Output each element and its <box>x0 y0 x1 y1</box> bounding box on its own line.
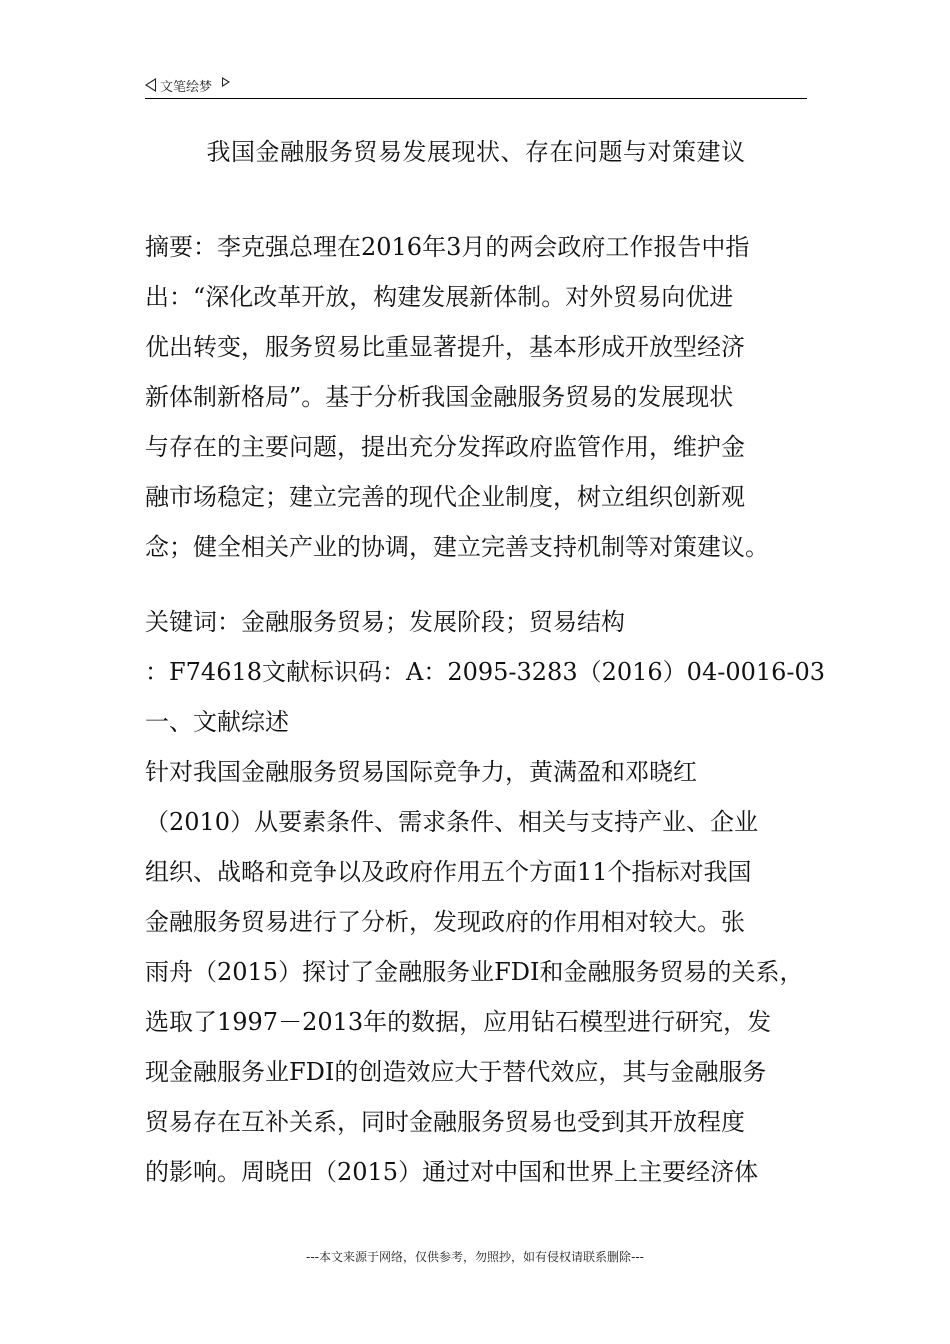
body-line: 选取了1997－2013年的数据，应用钻石模型进行研究，发 <box>145 1008 772 1036</box>
header-brand: 文笔绘梦 <box>160 79 213 95</box>
abstract-line: 优出转变，服务贸易比重显著提升，基本形成开放型经济 <box>145 333 745 361</box>
body-line: 贸易存在互补关系，同时金融服务贸易也受到其开放程度 <box>145 1108 745 1136</box>
triangle-left-icon <box>145 78 156 92</box>
document-title: 我国金融服务贸易发展现状、存在问题与对策建议 <box>206 138 746 166</box>
abstract-line: 与存在的主要问题，提出充分发挥政府监管作用，维护金 <box>145 433 745 461</box>
abstract-paragraph <box>145 222 825 572</box>
body-line: 现金融服务业FDI的创造效应大于替代效应，其与金融服务 <box>145 1058 767 1086</box>
header-rule <box>145 98 807 99</box>
body-text <box>145 597 825 1197</box>
body-line: 的影响。周晓田（2015）通过对中国和世界上主要经济体 <box>145 1158 759 1186</box>
body-line: 针对我国金融服务贸易国际竞争力，黄满盈和邓晓红 <box>145 758 697 786</box>
page-header <box>145 74 230 96</box>
classification-line: ：F74618文献标识码：A：2095-3283（2016）04-0016-03 <box>145 658 826 686</box>
body-line: 组织、战略和竞争以及政府作用五个方面11个指标对我国 <box>145 858 752 886</box>
page-footer: ---本文来源于网络，仅供参考，勿照抄，如有侵权请联系删除--- <box>306 1250 644 1264</box>
abstract-line: 新体制新格局”。基于分析我国金融服务贸易的发展现状 <box>145 383 734 411</box>
section-heading: 一、文献综述 <box>145 708 289 736</box>
body-line: （2010）从要素条件、需求条件、相关与支持产业、企业 <box>145 808 759 836</box>
keywords-line: 关键词：金融服务贸易；发展阶段；贸易结构 <box>145 608 625 636</box>
triangle-right-icon <box>222 77 230 87</box>
body-line: 金融服务贸易进行了分析，发现政府的作用相对较大。张 <box>145 908 745 936</box>
abstract-line: 融市场稳定；建立完善的现代企业制度，树立组织创新观 <box>145 483 745 511</box>
abstract-line: 出：“深化改革开放，构建发展新体制。对外贸易向优进 <box>145 283 734 311</box>
abstract-line: 念；健全相关产业的协调，建立完善支持机制等对策建议。 <box>145 533 769 561</box>
body-line: 雨舟（2015）探讨了金融服务业FDI和金融服务贸易的关系， <box>145 958 804 986</box>
abstract-line: 摘要：李克强总理在2016年3月的两会政府工作报告中指 <box>145 233 750 261</box>
